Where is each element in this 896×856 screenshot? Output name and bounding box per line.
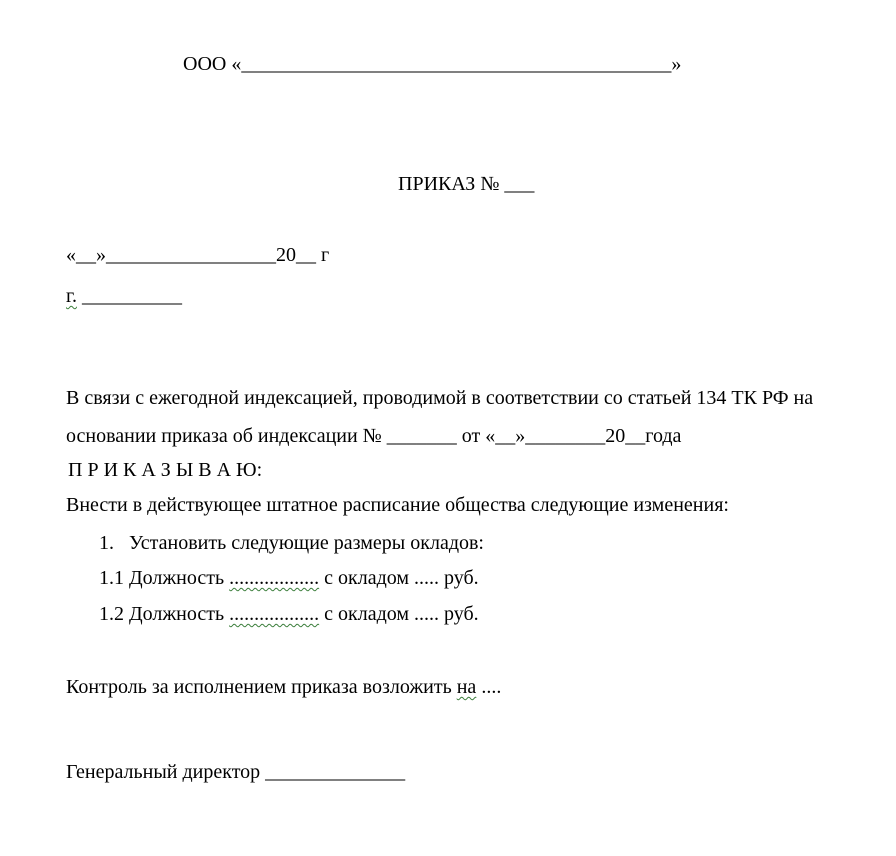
control-clause-end: .... [476, 676, 502, 698]
position-1-salary: с окладом ..... руб. [319, 567, 479, 589]
list-item-position-1 [99, 566, 479, 590]
position-1-dots: .................. [229, 567, 320, 589]
position-2-label: 1.2 Должность [99, 603, 230, 625]
position-2-salary: с окладом ..... руб. [319, 603, 479, 625]
city-blank: __________ [76, 285, 182, 307]
paragraph-indexation-line2: основании приказа об индексации № _______ от «__»________20__года [66, 425, 682, 447]
position-1-label: 1.1 Должность [99, 567, 230, 589]
director-signature-line: Генеральный директор ______________ [66, 761, 406, 783]
city-line [66, 284, 182, 308]
order-directive: П Р И К А З Ы В А Ю: [68, 459, 263, 481]
date-line: «__»_________________20__ г [66, 244, 330, 266]
list-item-set-salaries: 1. Установить следующие размеры окладов: [99, 532, 484, 554]
list-item-position-2 [99, 602, 479, 626]
order-title: ПРИКАЗ № ___ [398, 173, 535, 195]
control-clause [66, 675, 501, 699]
position-2-dots: .................. [229, 603, 320, 625]
paragraph-changes: Внести в действующее штатное расписание общества следующие изменения: [66, 494, 729, 516]
city-prefix: г. [66, 285, 77, 307]
control-clause-na: на [456, 676, 477, 698]
organization-name-line: ООО «___________________________________________» [183, 53, 682, 75]
paragraph-indexation-line1: В связи с ежегодной индексацией, проводимой в соответствии со статьей 134 ТК РФ на [66, 387, 814, 409]
control-clause-text: Контроль за исполнением приказа возложить [66, 676, 457, 698]
